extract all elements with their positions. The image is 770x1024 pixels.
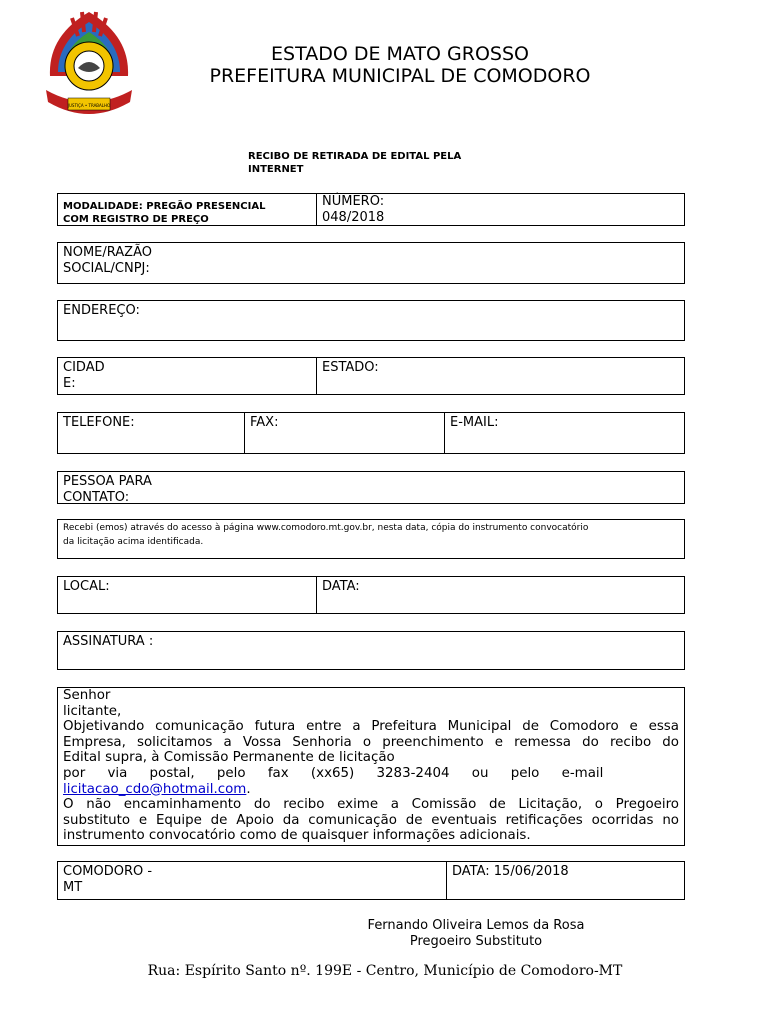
number-cell <box>316 194 684 225</box>
email-field[interactable]: E-MAIL: <box>444 413 684 453</box>
modality-row <box>57 193 685 226</box>
city-field[interactable] <box>58 358 316 394</box>
number-value: 048/2018 <box>322 210 385 225</box>
municipality-title: PREFEITURA MUNICIPAL DE COMODORO <box>209 65 591 87</box>
contact-row <box>57 412 685 454</box>
contact-person-line2: CONTATO: <box>63 490 130 505</box>
fax-field[interactable]: FAX: <box>244 413 444 453</box>
contact-person-line1: PESSOA PARA <box>63 474 152 489</box>
signature-field-row[interactable] <box>57 631 685 670</box>
signature-field-label: ASSINATURA : <box>63 634 154 649</box>
city-state-row <box>57 357 685 395</box>
name-label-line2: SOCIAL/CNPJ: <box>63 261 150 276</box>
notice-text <box>58 688 684 845</box>
seal-motto-text: JUSTIÇA • TRABALHO <box>67 103 111 108</box>
signatory-role: Pregoeiro Substituto <box>409 934 543 949</box>
footer-address: Rua: Espírito Santo nº. 199E - Centro, Município de Comodoro-MT <box>147 963 623 979</box>
number-label: NÚMERO: <box>322 194 385 209</box>
email-link[interactable]: licitacao_cdo@hotmail.com <box>63 781 247 797</box>
modality-line2: COM REGISTRO DE PREÇO <box>63 214 209 225</box>
signatory-name: Fernando Oliveira Lemos da Rosa <box>367 918 585 933</box>
place-date-row <box>57 576 685 614</box>
document-title-line1: RECIBO DE RETIRADA DE EDITAL PELA <box>248 151 462 162</box>
seal-name-text: COMODORO <box>70 92 108 99</box>
footer-date: DATA: 15/06/2018 <box>446 862 684 899</box>
name-field-row[interactable] <box>57 242 685 284</box>
municipal-coat-of-arms <box>42 6 136 124</box>
notice-line: Senhor <box>63 688 111 703</box>
date-field[interactable]: DATA: <box>316 577 684 613</box>
notice-line: licitante, <box>63 703 122 719</box>
receipt-line1: Recebi (emos) através do acesso à página www.comodoro.mt.gov.br, nesta data, cópia do instrumento convocatório <box>63 523 589 533</box>
notice-line: Objetivando comunicação futura entre a Prefeitura Municipal de Comodoro e essa <box>63 719 679 735</box>
contact-person-label <box>58 472 684 503</box>
notice-line: substituto e Equipe de Apoio da comunicação de eventuais retificações ocorridas no <box>63 812 679 828</box>
name-field-label <box>58 243 684 283</box>
contact-person-row[interactable] <box>57 471 685 504</box>
footer-city-line2: MT <box>63 880 83 895</box>
place-field[interactable]: LOCAL: <box>63 579 110 594</box>
notice-line: Empresa, solicitamos a Vossa Senhoria o preenchimento e remessa do recibo do <box>63 734 679 750</box>
document-title-line2: INTERNET <box>248 164 304 175</box>
address-field-row[interactable] <box>57 300 685 341</box>
city-label-line2: E: <box>63 376 76 391</box>
receipt-line2: da licitação acima identificada. <box>63 537 204 547</box>
notice-line: por via postal, pelo fax (xx65) 3283-2404 ou pelo e-mail <box>63 765 604 781</box>
name-label-line1: NOME/RAZÃO <box>63 245 152 260</box>
signature-block <box>300 918 652 950</box>
modality-line1: MODALIDADE: PREGÃO PRESENCIAL <box>63 201 266 212</box>
notice-line: instrumento convocatório como de quaisquer informações adicionais. <box>63 828 531 844</box>
modality-cell <box>58 194 316 225</box>
footer-city-line1: COMODORO - <box>63 864 153 879</box>
receipt-statement <box>57 519 685 559</box>
notice-email-line <box>63 782 679 798</box>
state-field[interactable]: ESTADO: <box>316 358 684 394</box>
address-field-label: ENDEREÇO: <box>63 303 140 318</box>
document-title <box>248 150 461 176</box>
receipt-statement-text <box>58 520 684 558</box>
email-suffix: . <box>246 781 251 797</box>
state-title: ESTADO DE MATO GROSSO <box>271 43 529 65</box>
notice-line: O não encaminhamento do recibo exime a Comissão de Licitação, o Pregoeiro <box>63 797 679 813</box>
phone-field[interactable]: TELEFONE: <box>63 415 135 430</box>
city-date-footer-row <box>57 861 685 900</box>
city-label-line1: CIDAD <box>63 360 105 375</box>
notice-line: Edital supra, à Comissão Permanente de licitação <box>63 750 395 766</box>
notice-box <box>57 687 685 846</box>
footer-city <box>58 862 446 899</box>
